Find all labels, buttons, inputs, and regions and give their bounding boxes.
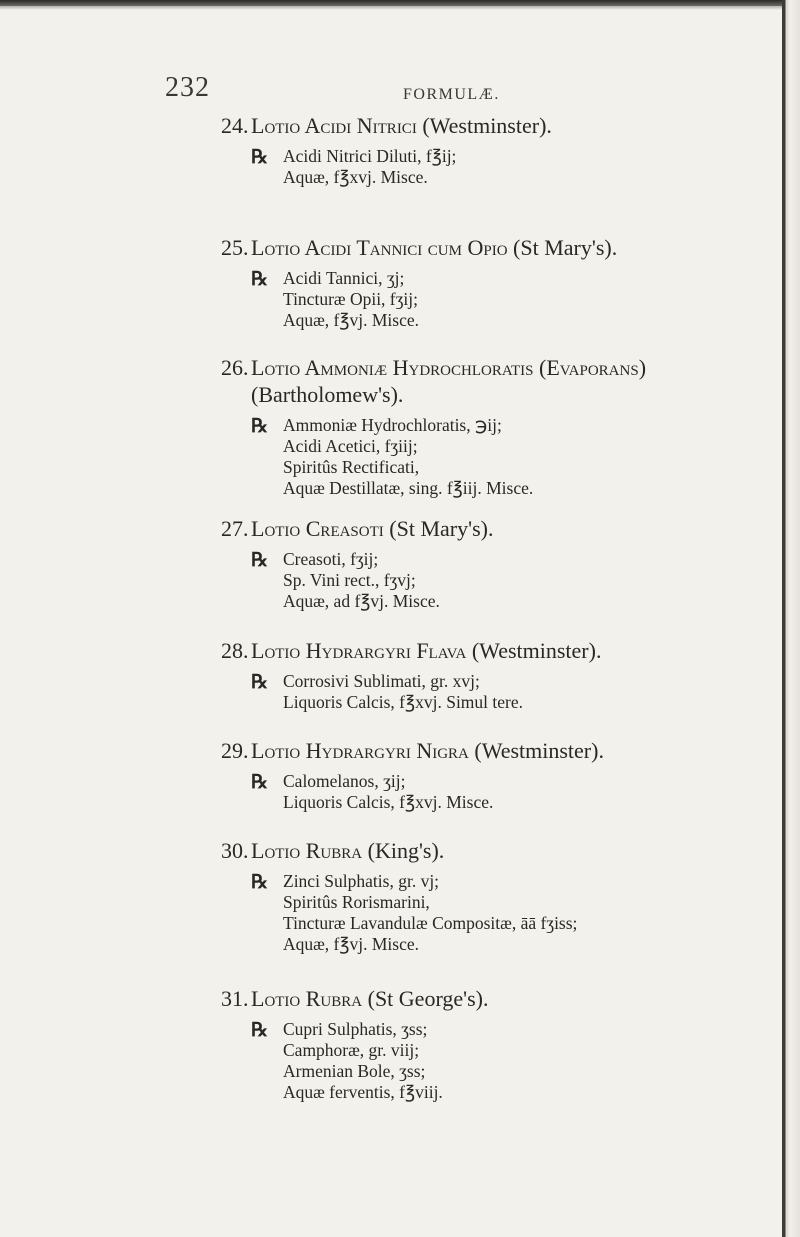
entry-number: 25.: [221, 235, 249, 260]
ingredient-line: Aquæ Destillatæ, sing. f℥iij. Misce.: [283, 478, 534, 498]
entry-title: Lotio Hydrargyri Nigra: [251, 738, 469, 763]
ingredient-line: Corrosivi Sublimati, gr. xvj;: [283, 671, 480, 691]
entry-number: 30.: [221, 838, 249, 863]
entry-source: (Westminster).: [474, 738, 604, 763]
ingredient-line: Spiritûs Rectificati,: [283, 457, 420, 477]
running-head: FORMULÆ.: [403, 86, 500, 103]
ingredient-line: Aquæ, f℥xvj. Misce.: [283, 167, 428, 187]
entry-number: 28.: [221, 638, 249, 663]
ingredient-line: Zinci Sulphatis, gr. vj;: [283, 871, 440, 891]
prescription: [221, 671, 781, 713]
formula-entry-30: [221, 837, 781, 955]
entry-number: 26.: [221, 355, 249, 380]
formula-entry-28: [221, 637, 781, 713]
recipe-symbol: ℞: [251, 550, 269, 571]
prescription: [221, 771, 781, 813]
entry-number: 29.: [221, 738, 249, 763]
entry-heading: [221, 985, 781, 1012]
entry-title: Lotio Acidi Tannici cum Opio: [251, 235, 508, 260]
ingredient-line: Aquæ, ad f℥vj. Misce.: [283, 591, 440, 611]
entry-source: (Westminster).: [422, 113, 552, 138]
entry-source: (St Mary's).: [389, 516, 494, 541]
entry-title: Lotio Rubra: [251, 838, 363, 863]
entry-heading: [221, 837, 781, 864]
ingredient-line: Liquoris Calcis, f℥xvj. Simul tere.: [283, 692, 524, 712]
ingredient-line: Tincturæ Opii, fʒij;: [283, 289, 418, 309]
entry-heading: [221, 637, 781, 664]
entry-number: 27.: [221, 516, 249, 541]
prescription: [221, 415, 781, 499]
ingredient-line: Acidi Nitrici Diluti, f℥ij;: [283, 146, 457, 166]
recipe-symbol: ℞: [251, 772, 269, 793]
prescription: [221, 1019, 781, 1103]
recipe-symbol: ℞: [251, 416, 269, 437]
page-number: 232: [165, 72, 210, 103]
entry-heading: [221, 112, 781, 139]
formula-entry-27: [221, 515, 781, 612]
entry-source: (Westminster).: [471, 638, 602, 663]
recipe-symbol: ℞: [251, 672, 269, 693]
prescription: [221, 146, 781, 188]
top-border-shadow: [0, 6, 790, 10]
ingredient-line: Sp. Vini rect., fʒvj;: [283, 570, 416, 590]
ingredient-line: Aquæ ferventis, f℥viij.: [283, 1082, 443, 1102]
entry-source: (King's).: [367, 838, 445, 863]
ingredient-line: Spiritûs Rorismarini,: [283, 892, 430, 912]
recipe-symbol: ℞: [251, 872, 269, 893]
ingredient-line: Acidi Tannici, ʒj;: [283, 268, 405, 288]
recipe-symbol: ℞: [251, 1020, 269, 1041]
entry-title: Lotio Acidi Nitrici: [251, 113, 417, 138]
entry-source: (St George's).: [367, 986, 489, 1011]
ingredient-line: Armenian Bole, ʒss;: [283, 1061, 426, 1081]
entry-heading: [221, 234, 781, 261]
formula-entry-24: [221, 112, 781, 188]
entry-number: 24.: [221, 113, 249, 138]
ingredient-line: Calomelanos, ʒij;: [283, 771, 406, 791]
formula-entry-26: [221, 354, 781, 499]
ingredient-line: Aquæ, f℥vj. Misce.: [283, 934, 420, 954]
entry-heading: [221, 515, 781, 542]
entry-number: 31.: [221, 986, 249, 1011]
entry-source: (St Mary's).: [513, 235, 618, 260]
recipe-symbol: ℞: [251, 147, 269, 168]
entry-title: Lotio Ammoniæ Hydrochloratis (Evaporans): [251, 355, 647, 380]
prescription: [221, 549, 781, 612]
page-edge: [782, 0, 800, 1237]
formula-entry-29: [221, 737, 781, 813]
entry-title: Lotio Creasoti: [251, 516, 384, 541]
ingredient-line: Aquæ, f℥vj. Misce.: [283, 310, 420, 330]
formula-entry-25: [221, 234, 781, 331]
entry-title: Lotio Rubra: [251, 986, 363, 1011]
ingredient-line: Tincturæ Lavandulæ Compositæ, āā fʒiss;: [283, 913, 578, 933]
entry-title: Lotio Hydrargyri Flava: [251, 638, 467, 663]
recipe-symbol: ℞: [251, 269, 269, 290]
entry-heading: [221, 737, 781, 764]
formula-entry-31: [221, 985, 781, 1103]
entry-heading: [221, 354, 781, 408]
entry-source: (Bartholomew's).: [251, 382, 404, 407]
ingredient-line: Acidi Acetici, fʒiij;: [283, 436, 418, 456]
ingredient-line: Liquoris Calcis, f℥xvj. Misce.: [283, 792, 494, 812]
ingredient-line: Creasoti, fʒij;: [283, 549, 379, 569]
prescription: [221, 871, 781, 955]
prescription: [221, 268, 781, 331]
ingredient-line: Camphoræ, gr. viij;: [283, 1040, 420, 1060]
ingredient-line: Cupri Sulphatis, ʒss;: [283, 1019, 428, 1039]
ingredient-line: Ammoniæ Hydrochloratis, ℈ij;: [283, 415, 502, 435]
